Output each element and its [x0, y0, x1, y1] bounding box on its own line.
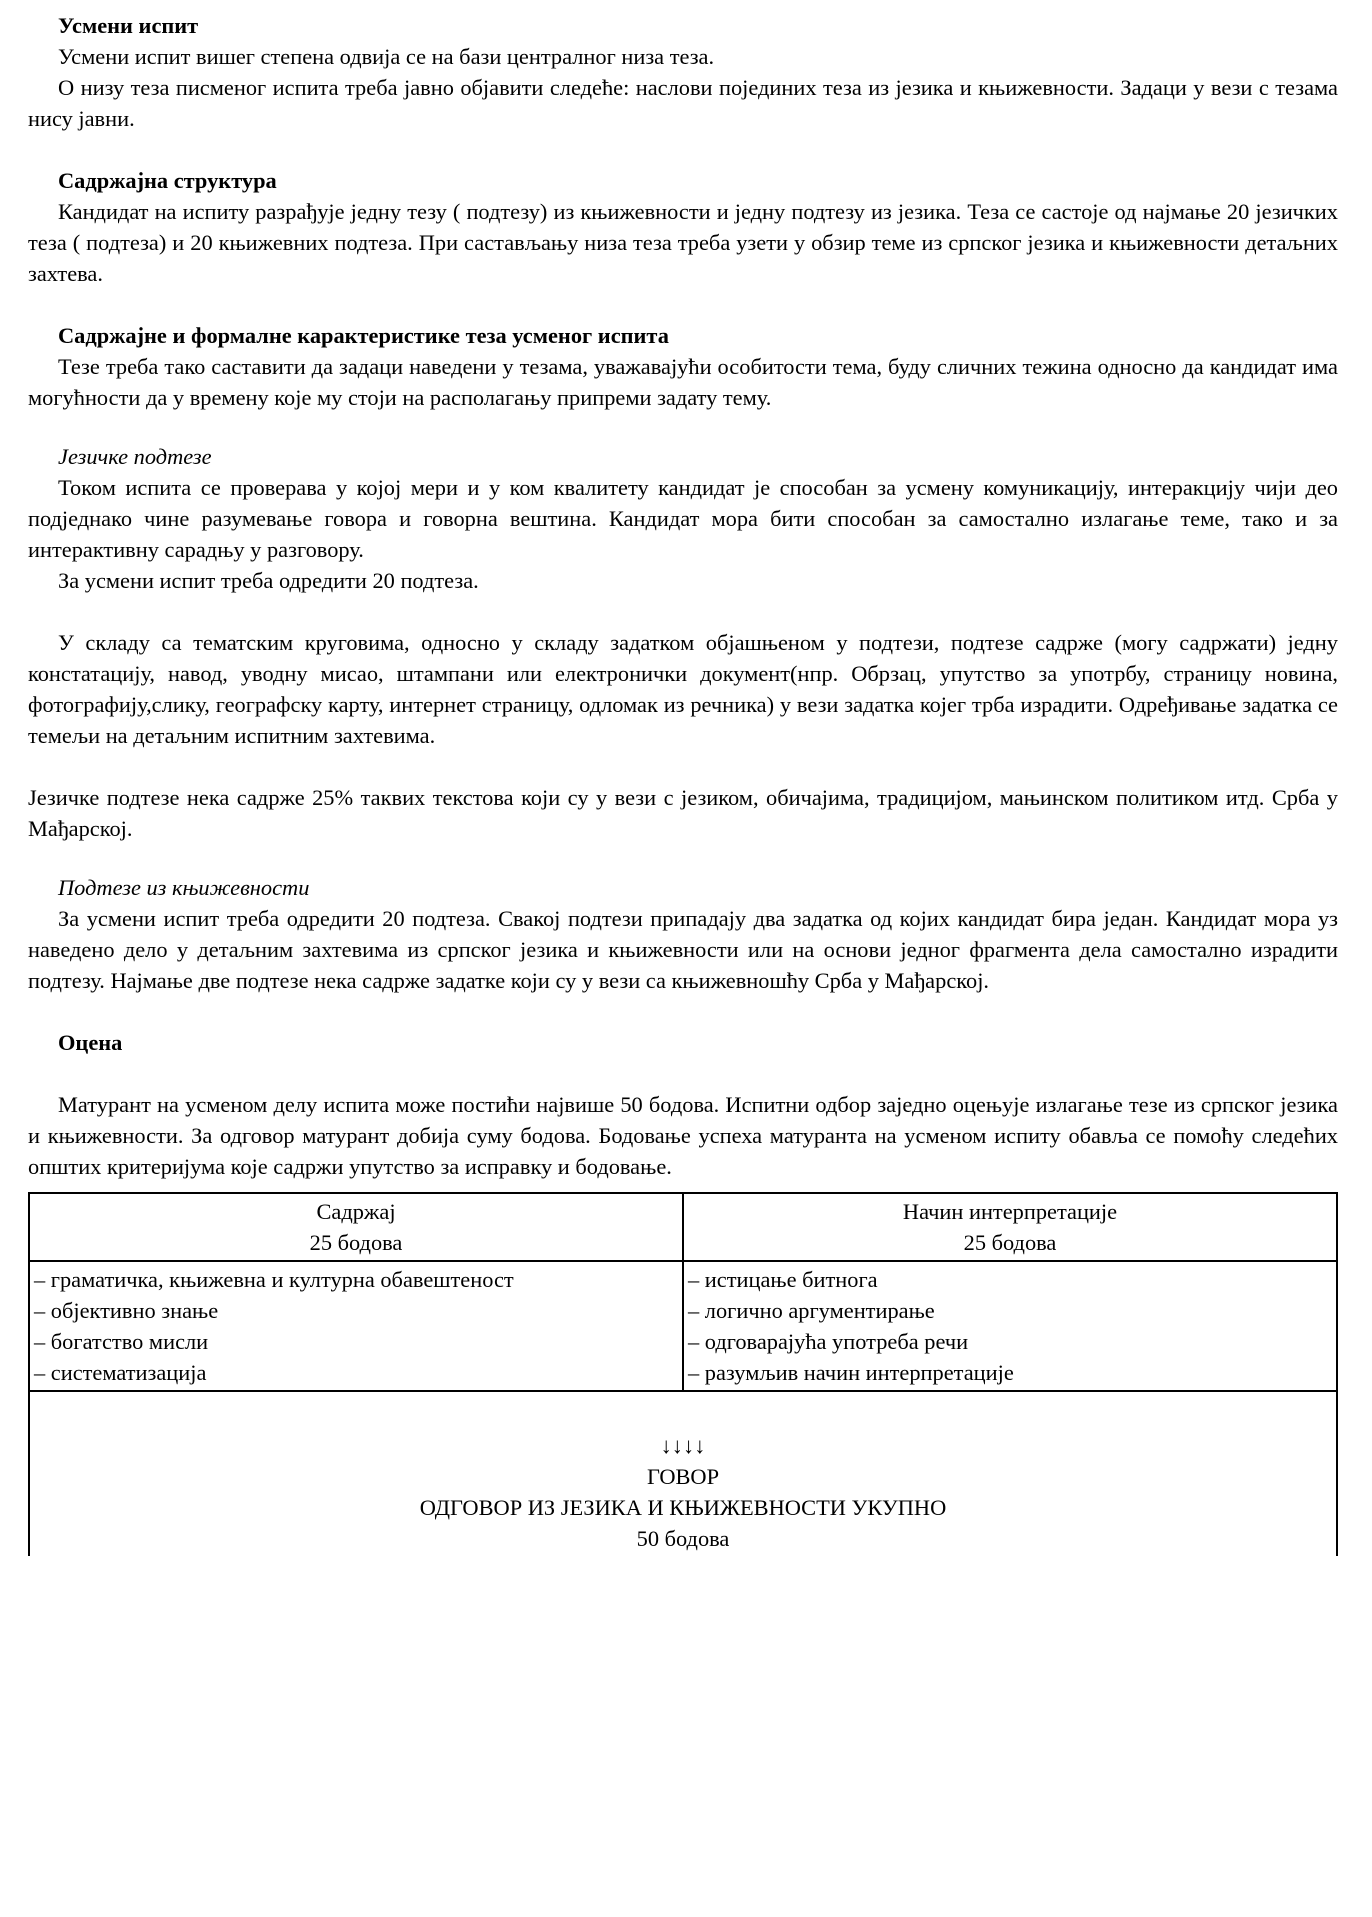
- paragraph: У складу са тематским круговима, односно у складу задатком објашњеном у подтези, подтезе садрже (могу садржати) једну констатацију, навод, уводну мисао, штампани или електронички документ(нпр. Обрзац, упутство за употрбу, страницу новина, фотографију,слику, географску карту, интернет страницу, одломак из речника) у вези задатка којег трба израдити. Одређивање задатка се темељи на детаљним испитним захтевима.: [28, 630, 1338, 748]
- heading-grading: Оцена: [58, 1030, 123, 1055]
- column-header-interpretation: [683, 1193, 1337, 1261]
- column-title: Садржај: [316, 1199, 396, 1224]
- paragraph: Тезе треба тако саставити да задаци наведени у тезама, уважавајући особитости тема, буду сличних тежина односно да кандидат има могућности да у времену које му стоји на располагању припреми задату тему.: [28, 354, 1338, 410]
- column-points: 25 бодова: [309, 1230, 403, 1255]
- table-total-row: [29, 1391, 1337, 1556]
- down-arrows-icon: ↓↓↓↓: [660, 1433, 706, 1458]
- paragraph: О низу теза писменог испита треба јавно објавити следеће: наслови појединих теза из језика и књижевности. Задаци у вези с тезама нису јавни.: [28, 75, 1338, 131]
- list-item: – разумљив начин интерпретације: [688, 1360, 1014, 1385]
- heading-literature-subtheses: Подтезе из књижевности: [58, 875, 310, 900]
- heading-language-subtheses: Језичке подтезе: [58, 444, 212, 469]
- heading-oral-exam: Усмени испит: [58, 13, 199, 38]
- total-cell: [29, 1391, 1337, 1556]
- table-row: [29, 1261, 1337, 1391]
- total-points: 50 бодова: [636, 1526, 730, 1551]
- heading-characteristics: Садржајне и формалне карактеристике теза усменог испита: [58, 323, 669, 348]
- column-title: Начин интерпретације: [902, 1199, 1118, 1224]
- list-item: – истицање битнога: [688, 1267, 878, 1292]
- list-item: – објективно знање: [34, 1298, 219, 1323]
- criteria-list-interpretation: [683, 1261, 1337, 1391]
- heading-content-structure: Садржајна структура: [58, 168, 277, 193]
- paragraph: Матурант на усменом делу испита може постићи највише 50 бодова. Испитни одбор заједно оцењује излагање тезе из српског језика и књижевности. За одговор матурант добија суму бодова. Бодовање успеха матуранта на усменом испиту обавља се помоћу следећих општих критеријума које садржи упутство за исправку и бодовање.: [28, 1092, 1338, 1179]
- speech-label: ГОВОР: [646, 1464, 720, 1489]
- column-points: 25 бодова: [963, 1230, 1057, 1255]
- paragraph: Током испита се проверава у којој мери и у ком квалитету кандидат је способан за усмену комуникацију, интеракцију чији део подједнако чине разумевање говора и говорна вештина. Кандидат мора бити способан за самостално излагање теме, тако и за интерактивну сарадњу у разговору.: [28, 475, 1338, 562]
- paragraph: Кандидат на испиту разрађује једну тезу ( подтезу) из књижевности и једну подтезу из језика. Теза се састоје од најмање 20 језичких теза ( подтеза) и 20 књижевних подтеза. При састављању низа теза треба узети у обзир теме из српског језика и књижевности детаљних захтева.: [28, 199, 1338, 286]
- list-item: – одговарајућа употреба речи: [688, 1329, 969, 1354]
- list-item: – логично аргументирање: [688, 1298, 935, 1323]
- column-header-content: [29, 1193, 683, 1261]
- table-header-row: [29, 1193, 1337, 1261]
- paragraph: За усмени испит треба одредити 20 подтеза.: [58, 568, 479, 593]
- list-item: – граматичка, књижевна и културна обавештеност: [34, 1267, 514, 1292]
- criteria-list-content: [29, 1261, 683, 1391]
- criteria-table: [28, 1192, 1338, 1556]
- document-page: [28, 10, 1338, 1556]
- paragraph: Усмени испит вишег степена одвија се на бази централног низа теза.: [58, 44, 715, 69]
- paragraph: Језичке подтезе нека садрже 25% таквих текстова који су у вези с језиком, обичајима, традицијом, мањинском политиком итд. Срба у Мађарској.: [28, 785, 1338, 841]
- total-label: ОДГОВОР ИЗ ЈЕЗИКА И КЊИЖЕВНОСТИ УКУПНО: [419, 1495, 947, 1520]
- list-item: – систематизација: [34, 1360, 207, 1385]
- paragraph: За усмени испит треба одредити 20 подтеза. Свакој подтези припадају два задатка од којих кандидат бира један. Кандидат мора уз наведено дело у детаљним захтевима из српског језика и књижевности или на основи једног фрагмента дела самостално израдити подтезу. Најмање две подтезе нека садрже задатке који су у вези са књижевношћу Срба у Мађарској.: [28, 906, 1338, 993]
- list-item: – богатство мисли: [34, 1329, 209, 1354]
